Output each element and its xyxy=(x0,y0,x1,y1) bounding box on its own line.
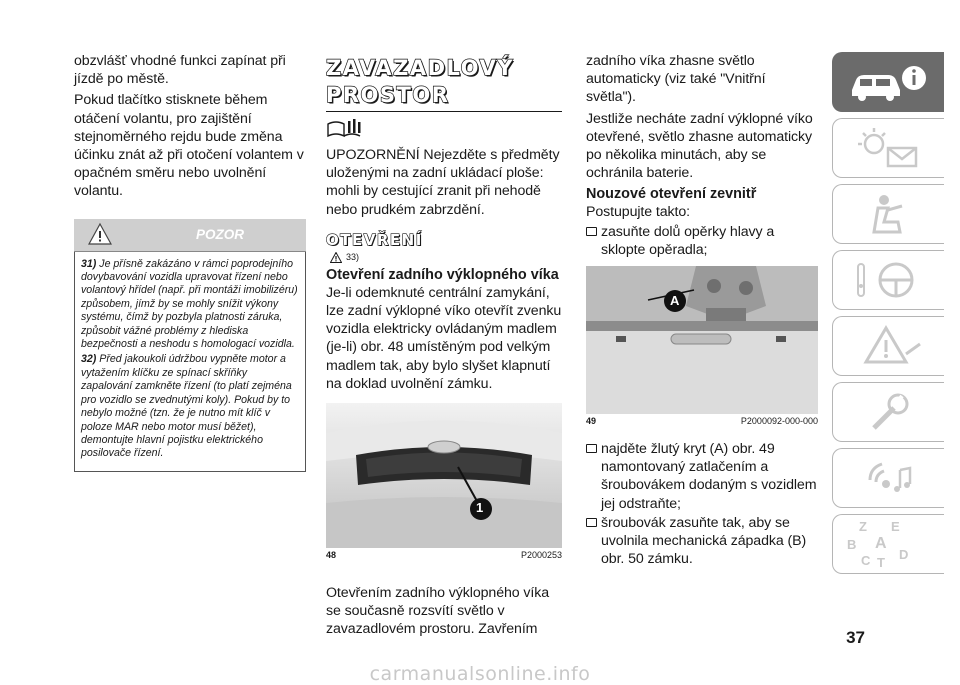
figure-number: 49 xyxy=(586,416,597,427)
section-ref xyxy=(330,252,562,263)
lights-message-icon xyxy=(844,126,934,170)
steering-wheel-icon xyxy=(844,258,934,302)
paragraph: Otevřením zadního výklopného víka se současně rozsvítí světlo v zavazadlovém prostoru. Zavřením xyxy=(326,585,550,638)
seat-airbag-icon xyxy=(844,192,934,236)
column-middle xyxy=(326,52,562,640)
bullet-box-icon xyxy=(586,518,597,527)
list-item-text: zasuňte dolů opěrky hlavy a sklopte opěradla; xyxy=(601,223,775,258)
tab-car-info[interactable] xyxy=(832,52,944,112)
figure-callout: A xyxy=(670,293,680,309)
warning-triangle-icon xyxy=(330,252,342,263)
tab-steering[interactable] xyxy=(832,250,944,310)
figure-caption xyxy=(586,416,818,426)
index-letter: T xyxy=(877,555,885,570)
watermark: carmanualsonline.info xyxy=(369,663,591,685)
list-item-text: šroubovák zasuňte tak, aby se uvolnila mechanická západka (B) obr. 50 zámku. xyxy=(601,514,807,568)
bullet-box-icon xyxy=(586,227,597,236)
figure-caption xyxy=(326,550,562,560)
car-info-icon xyxy=(844,60,934,104)
index-letter: E xyxy=(891,519,900,534)
warning-box xyxy=(74,252,306,472)
media-signal-icon xyxy=(844,456,934,500)
warning-item xyxy=(81,258,299,352)
warning-header xyxy=(74,219,306,252)
paragraph: Postupujte takto: xyxy=(586,204,690,221)
figure-code: P2000092-000-000 xyxy=(740,416,818,427)
column-right xyxy=(586,52,818,569)
chapter-tabs xyxy=(832,52,944,580)
warning-road-icon xyxy=(844,324,934,368)
page-number: 37 xyxy=(846,628,865,647)
paragraph: Je-li odemknuté centrální zamykání, lze zadní výklopné víko otevřít zvenku vozidla elektricky ovládaným madlem (je-li) obr. 48 umístěným pod velkým madlem tak, aby bylo slyšet klapnutí na doklad uvolnění zámku. xyxy=(326,284,562,392)
index-letter: A xyxy=(875,535,887,552)
figure-48 xyxy=(326,403,562,548)
book-info-icon xyxy=(326,118,366,140)
paragraph: Pokud tlačítko stisknete během otáčení volantu, pro zajištění stejnoměrného rejdu bude změna účinku znát až při otočení volantem v opačném směru nebo uvolnění volantu. xyxy=(74,92,304,200)
warning-item xyxy=(81,353,299,460)
warning-item-text: Před jakoukoli údržbou vypněte motor a vytažením klíčku ze spínací skříňky zapalování zamkněte řízení (to platí zejména pro vozidlo se zvednutými koly). Pokud by to nebylo možné (tzn. že je nutno mít klíč v poloze MAR nebo motor musí běžet), demontujte hlavní pojistku elektrického posilovače řízení. xyxy=(81,353,292,460)
list-item xyxy=(586,514,818,570)
index-letter: D xyxy=(899,547,909,562)
wrench-tool-icon xyxy=(844,390,934,434)
chapter-title-line: ZAVAZADLOVÝ xyxy=(326,56,514,80)
list-item-text: najděte žlutý kryt (A) obr. 49 namontovaný zatlačením a šroubovákem dodaným s vozidlem jej odstraňte; xyxy=(601,441,817,512)
paragraph: obzvlášť vhodné funkci zapínat při jízdě po městě. xyxy=(74,53,286,88)
tab-seat-airbag[interactable] xyxy=(832,184,944,244)
warning-item-number: 32) xyxy=(81,353,97,366)
tab-wrench[interactable] xyxy=(832,382,944,442)
tab-lights-message[interactable] xyxy=(832,118,944,178)
chapter-title-line: PROSTOR xyxy=(326,83,450,107)
figure-49 xyxy=(586,266,818,414)
index-letter: Z xyxy=(859,519,867,534)
subsection-title: Otevření zadního výklopného víka xyxy=(326,266,559,283)
list-item xyxy=(586,223,818,260)
trunk-latch-image xyxy=(586,266,818,414)
warning-item-text: Je přísně zakázáno v rámci poprodejního dovybavování vozidla upravovat řízení nebo volantový hřídel (např. při montáži imobilizéru) způsobem, jímž by se mohly snížit výkony systému, čímž by pozbyla platnosti záruka, způsobit vážné problémy z hlediska bezpečnosti a neshodu s homologací vozidla. xyxy=(81,257,298,351)
warning-title: POZOR xyxy=(195,226,244,242)
symbol-row xyxy=(326,118,562,140)
tailgate-handle-image xyxy=(326,403,562,548)
paragraph: UPOZORNĚNÍ Nejezděte s předměty uloženými na zadní ukládací ploše: mohli by cestující zranit při nehodě nebo prudkém zabrzdění. xyxy=(326,147,560,218)
column-left xyxy=(74,52,306,472)
chapter-rule xyxy=(326,111,562,112)
tab-alphabet-index[interactable] xyxy=(832,514,944,574)
list-item xyxy=(586,440,818,514)
section-title: OTEVŘENÍ xyxy=(326,230,423,249)
index-letter: C xyxy=(861,553,871,568)
figure-callout: 1 xyxy=(476,500,484,516)
figure-number: 48 xyxy=(326,550,337,561)
subsection-title: Nouzové otevření zevnitř xyxy=(586,186,757,203)
tab-media[interactable] xyxy=(832,448,944,508)
bullet-box-icon xyxy=(586,444,597,453)
paragraph: Jestliže necháte zadní výklopné víko otevřené, světlo zhasne automaticky po několika minutách, aby se ochránila baterie. xyxy=(586,110,813,182)
figure-code: P2000253 xyxy=(520,550,562,561)
tab-warning-road[interactable] xyxy=(832,316,944,376)
warning-item-number: 31) xyxy=(81,257,97,270)
index-letter: B xyxy=(847,537,857,552)
paragraph: zadního víka zhasne světlo automaticky (viz také "Vnitřní světla"). xyxy=(586,53,766,106)
ref-number: 33) xyxy=(346,252,360,263)
alphabet-index-icon xyxy=(833,515,944,573)
